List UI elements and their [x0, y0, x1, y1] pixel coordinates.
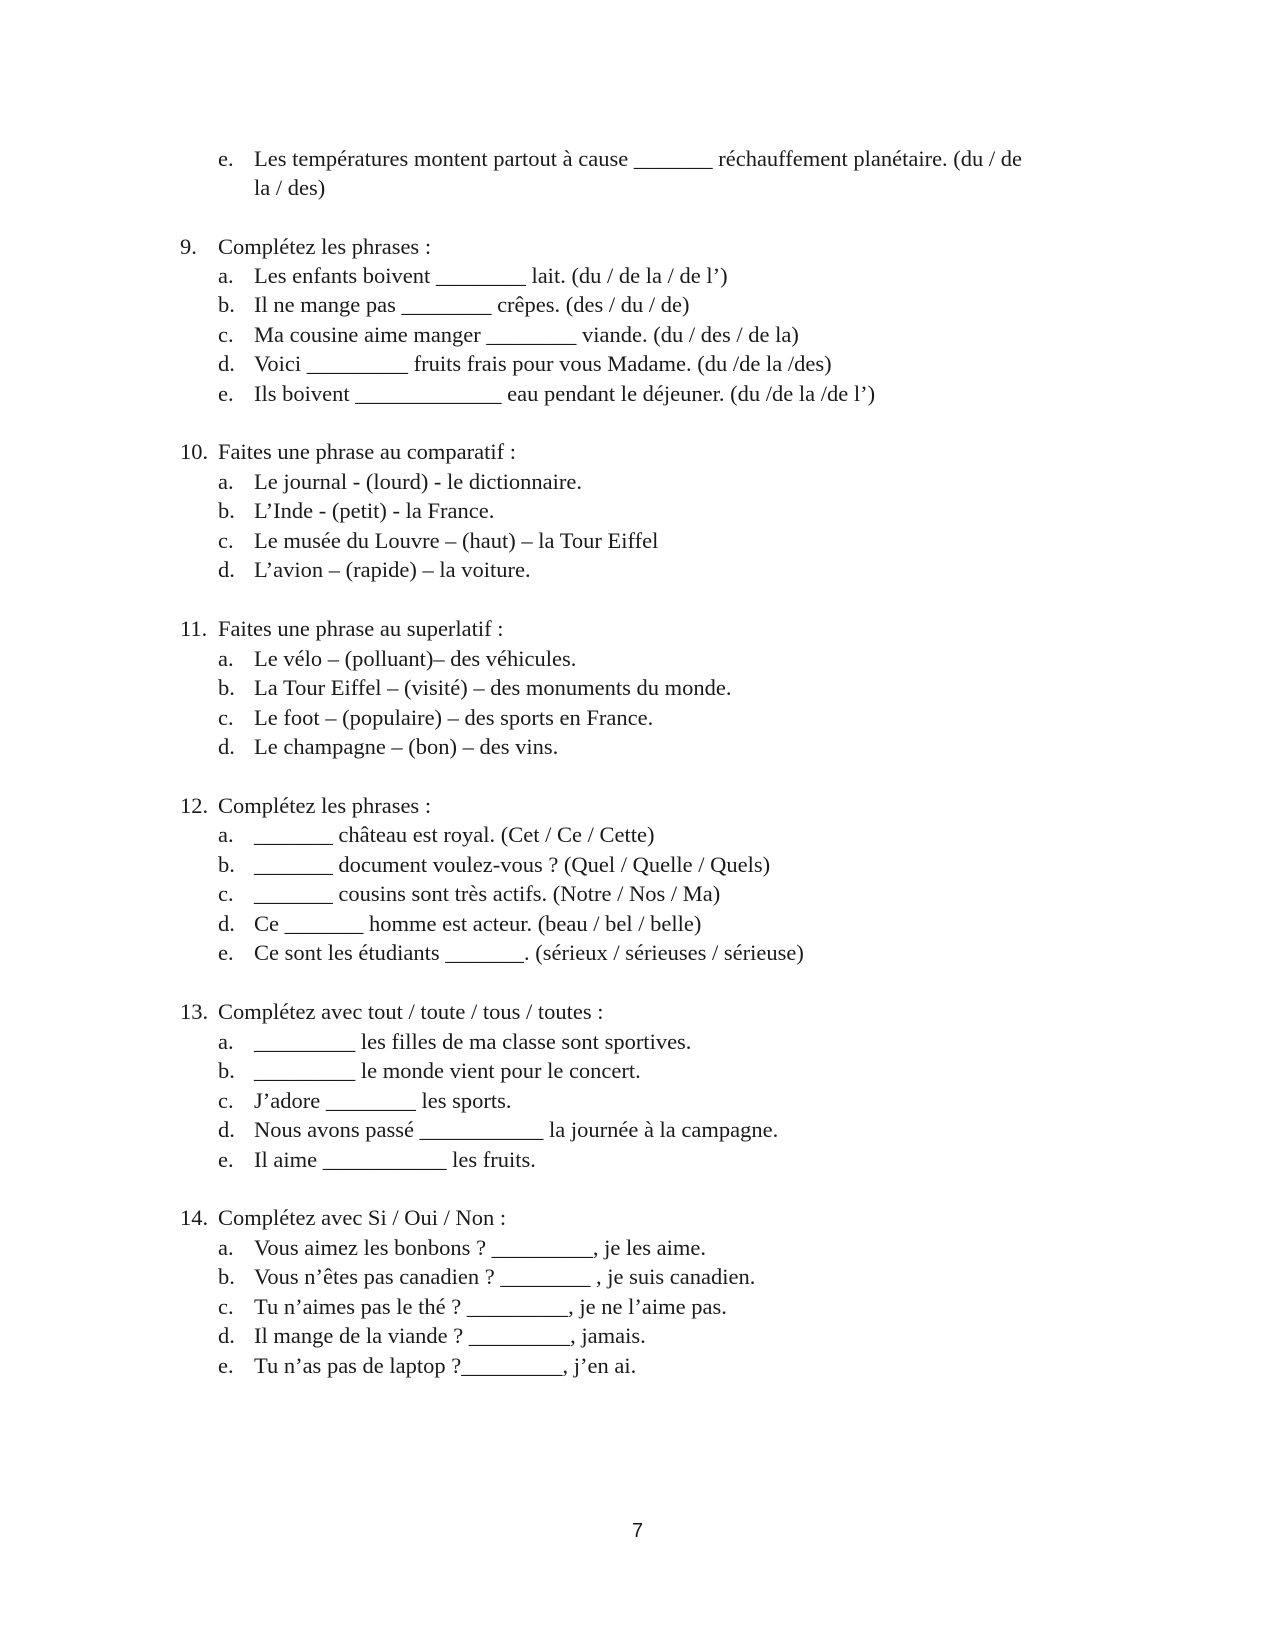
item-letter: d.	[218, 734, 235, 759]
item-text: Ma cousine aime manger ________ viande. (du / des / de la)	[254, 322, 799, 347]
item-letter: a.	[218, 469, 234, 494]
item-letter: c.	[218, 322, 234, 347]
question-number: 12.	[180, 793, 209, 818]
item-letter: a.	[218, 1235, 234, 1260]
item-letter: e.	[218, 381, 234, 406]
item-text-wrap: la / des)	[254, 175, 326, 200]
question-number: 9.	[180, 234, 197, 259]
item-text: Tu n’as pas de laptop ?_________, j’en ai.	[254, 1353, 637, 1378]
item-text: Vous n’êtes pas canadien ? ________ , je suis canadien.	[254, 1264, 756, 1289]
question-title: Complétez les phrases :	[218, 793, 432, 818]
question-number: 10.	[180, 439, 209, 464]
item-letter: d.	[218, 911, 235, 936]
item-letter: c.	[218, 1294, 234, 1319]
item-text: J’adore ________ les sports.	[254, 1088, 512, 1113]
question-number: 14.	[180, 1205, 209, 1230]
item-text: _______ cousins sont très actifs. (Notre / Nos / Ma)	[254, 881, 721, 906]
item-text: Les enfants boivent ________ lait. (du / de la / de l’)	[254, 263, 728, 288]
question-title: Complétez avec Si / Oui / Non :	[218, 1205, 507, 1230]
question-title: Complétez avec tout / toute / tous / toutes :	[218, 999, 604, 1024]
item-letter: d.	[218, 557, 235, 582]
item-letter: b.	[218, 1058, 235, 1083]
item-text: L’avion – (rapide) – la voiture.	[254, 557, 531, 582]
item-letter: b.	[218, 1264, 235, 1289]
item-letter: c.	[218, 705, 234, 730]
question-title: Faites une phrase au superlatif :	[218, 616, 504, 641]
item-letter: b.	[218, 852, 235, 877]
item-text: Vous aimez les bonbons ? _________, je les aime.	[254, 1235, 707, 1260]
item-letter: e.	[218, 940, 234, 965]
item-text: Il mange de la viande ? _________, jamais.	[254, 1323, 646, 1348]
item-letter: e.	[218, 1147, 234, 1172]
item-text: _________ les filles de ma classe sont sportives.	[254, 1029, 692, 1054]
item-text: La Tour Eiffel – (visité) – des monuments du monde.	[254, 675, 732, 700]
item-text: _______ château est royal. (Cet / Ce / Cette)	[254, 822, 655, 847]
item-letter: b.	[218, 498, 235, 523]
item-text: Le champagne – (bon) – des vins.	[254, 734, 559, 759]
item-text: Le foot – (populaire) – des sports en France.	[254, 705, 654, 730]
item-letter: d.	[218, 351, 235, 376]
item-text: Le vélo – (polluant)– des véhicules.	[254, 646, 577, 671]
item-text: L’Inde - (petit) - la France.	[254, 498, 495, 523]
item-letter: c.	[218, 1088, 234, 1113]
item-letter: b.	[218, 292, 235, 317]
question-number: 11.	[180, 616, 208, 641]
item-text: Il ne mange pas ________ crêpes. (des / du / de)	[254, 292, 690, 317]
item-text: Ce _______ homme est acteur. (beau / bel / belle)	[254, 911, 702, 936]
item-letter: a.	[218, 1029, 234, 1054]
item-letter: d.	[218, 1323, 235, 1348]
item-text: Tu n’aimes pas le thé ? _________, je ne l’aime pas.	[254, 1294, 727, 1319]
item-letter: b.	[218, 675, 235, 700]
page-number: 7	[631, 1520, 644, 1542]
item-text: Le journal - (lourd) - le dictionnaire.	[254, 469, 582, 494]
item-text: Nous avons passé ___________ la journée à la campagne.	[254, 1117, 779, 1142]
item-text: Le musée du Louvre – (haut) – la Tour Eiffel	[254, 528, 659, 553]
item-letter: e.	[218, 146, 234, 171]
item-text: Ce sont les étudiants _______. (sérieux / sérieuses / sérieuse)	[254, 940, 804, 965]
item-letter: a.	[218, 646, 234, 671]
item-text: _______ document voulez-vous ? (Quel / Quelle / Quels)	[254, 852, 771, 877]
item-letter: d.	[218, 1117, 235, 1142]
item-text: _________ le monde vient pour le concert.	[254, 1058, 641, 1083]
item-text: Les températures montent partout à cause _______ réchauffement planétaire. (du / de	[254, 146, 1023, 171]
item-letter: c.	[218, 528, 234, 553]
question-title: Complétez les phrases :	[218, 234, 432, 259]
question-title: Faites une phrase au comparatif :	[218, 439, 517, 464]
item-letter: c.	[218, 881, 234, 906]
item-letter: a.	[218, 263, 234, 288]
item-text: Il aime ___________ les fruits.	[254, 1147, 536, 1172]
item-text: Ils boivent _____________ eau pendant le déjeuner. (du /de la /de l’)	[254, 381, 876, 406]
question-number: 13.	[180, 999, 209, 1024]
item-letter: a.	[218, 822, 234, 847]
item-text: Voici _________ fruits frais pour vous Madame. (du /de la /des)	[254, 351, 832, 376]
item-letter: e.	[218, 1353, 234, 1378]
continuation-item-wrap	[254, 173, 325, 203]
